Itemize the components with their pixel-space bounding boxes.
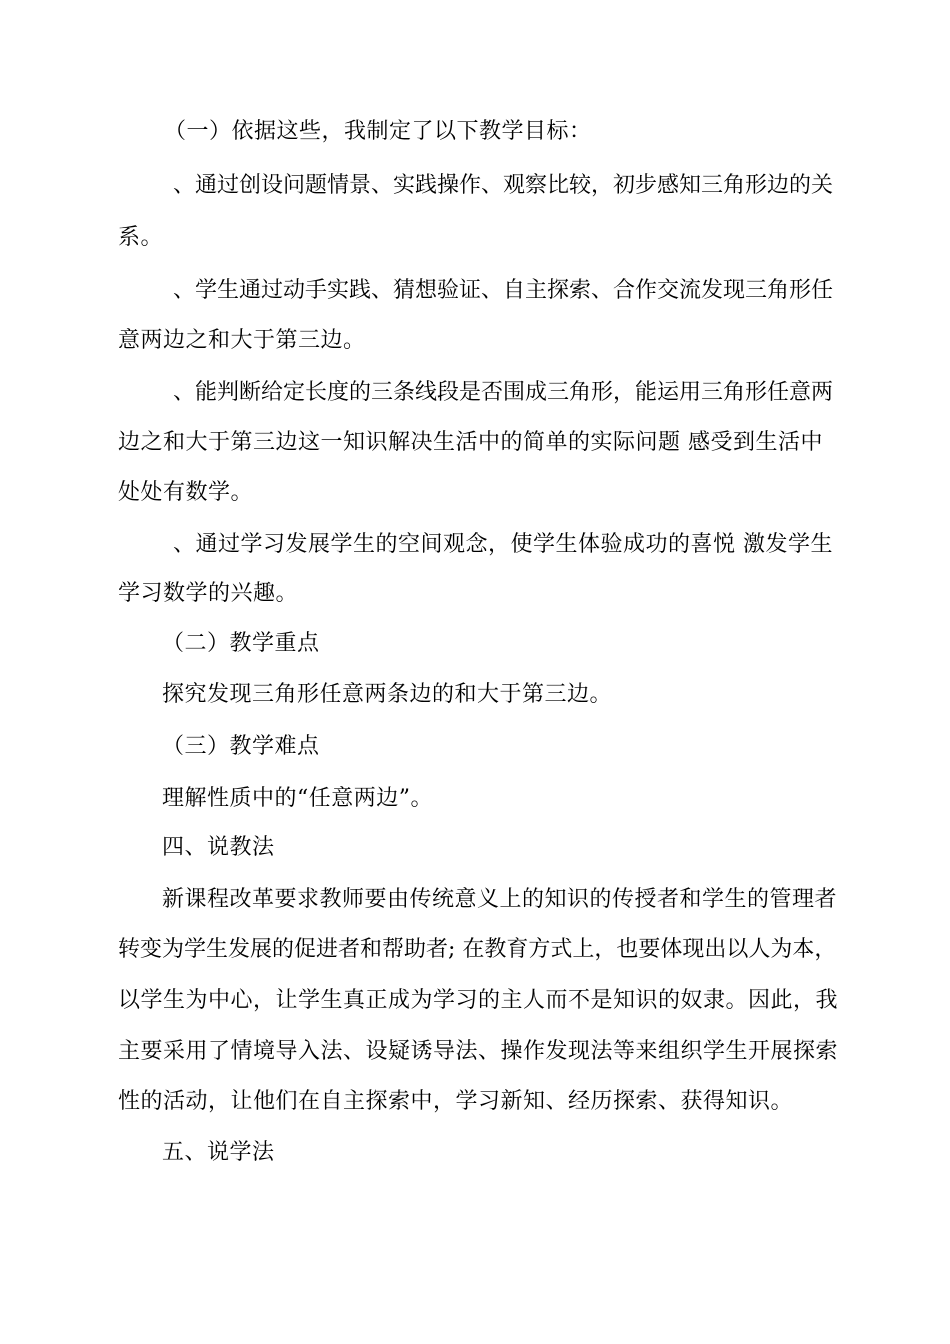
paragraph-line: 、通过学习发展学生的空间观念，使学生体验成功的喜悦 激发学生: [173, 532, 833, 557]
paragraph-line: 主要采用了情境导入法、设疑诱导法、操作发现法等来组织学生开展探索: [118, 1039, 839, 1064]
paragraph-line: 探究发现三角形任意两条边的和大于第三边。: [162, 682, 613, 707]
paragraph-line: 以学生为中心，让学生真正成为学习的主人而不是知识的奴隶。因此，我: [118, 988, 839, 1013]
paragraph-line: 学习数学的兴趣。: [118, 581, 299, 606]
paragraph-line: 、通过创设问题情景、实践操作、观察比较，初步感知三角形边的关: [173, 173, 834, 198]
paragraph-line: 系。: [118, 225, 164, 250]
paragraph-line: 转变为学生发展的促进者和帮助者; 在教育方式上，也要体现出以人为本，: [118, 937, 837, 962]
paragraph-line: 新课程改革要求教师要由传统意义上的知识的传授者和学生的管理者: [162, 887, 838, 912]
section-heading: 五、说学法: [162, 1140, 275, 1165]
section-heading: 四、说教法: [162, 835, 275, 860]
section-heading: （二）教学重点: [162, 631, 320, 656]
paragraph-line: 性的活动，让他们在自主探索中，学习新知、经历探索、获得知识。: [118, 1089, 794, 1114]
paragraph-line: 理解性质中的“任意两边”。: [162, 786, 433, 811]
paragraph-line: 边之和大于第三边这一知识解决生活中的简单的实际问题 感受到生活中: [118, 430, 823, 455]
paragraph-line: 意两边之和大于第三边。: [118, 328, 366, 353]
paragraph-line: 、能判断给定长度的三条线段是否围成三角形，能运用三角形任意两: [173, 380, 834, 405]
paragraph-line: 处处有数学。: [118, 480, 254, 505]
section-heading: （三）教学难点: [162, 734, 320, 759]
paragraph-line: 、学生通过动手实践、猜想验证、自主探索、合作交流发现三角形任: [173, 278, 834, 303]
paragraph-line: （一）依据这些，我制定了以下教学目标：: [164, 119, 592, 144]
